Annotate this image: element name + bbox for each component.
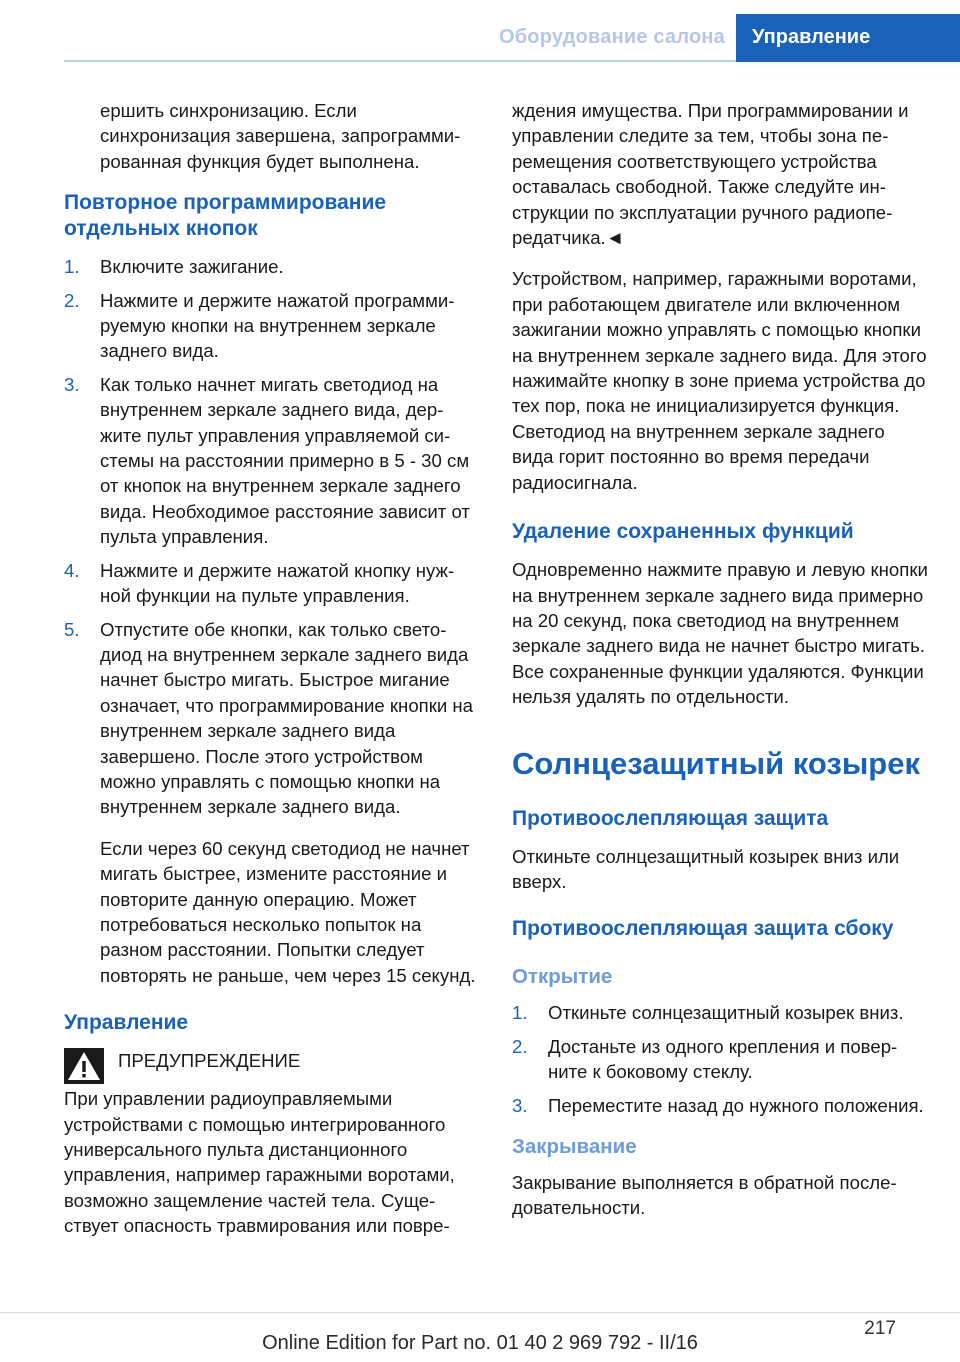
reprogram-steps xyxy=(64,254,476,820)
step-number: 3. xyxy=(64,373,80,395)
list-item xyxy=(512,1093,928,1118)
warning-text xyxy=(64,1086,476,1238)
device-control-paragraph: Устройством, например, гаражными воротами, при работающем двигателе или включенном зажигании можно управлять с помощью кнопки на внутреннем зеркале заднего вида. Для этого нажимайте кнопку в зоне приема устройства до тех пор, пока не инициализируется функция. Светодиод на внутреннем зеркале заднего вида горит постоянно во время передачи радиосигнала. xyxy=(512,268,927,493)
heading-close: Закрывание xyxy=(512,1134,637,1158)
list-item xyxy=(64,254,476,279)
right-column xyxy=(512,98,928,1221)
footer-rule xyxy=(0,1312,960,1313)
heading-glare: Противоослепляющая защита xyxy=(512,806,829,830)
left-column xyxy=(64,98,476,1239)
list-item xyxy=(64,558,476,609)
step-text: Включите зажигание. xyxy=(100,256,284,278)
retry-note: Если через 60 секунд светодиод не начнет мигать быстрее, измените расстояние и повторите данную операцию. Может потребоваться несколько попыток на разном расстоянии. Попытки следует повторять не раньше, чем через 15 секунд. xyxy=(100,837,476,986)
step-text: Откиньте солнцезащитный козырек вниз. xyxy=(548,1002,904,1024)
close-paragraph: Закрывание выполняется в обратной последовательности. xyxy=(512,1171,897,1219)
heading-control: Управление xyxy=(64,1011,189,1035)
heading-glare-side: Противоослепляющая защита сбоку xyxy=(512,917,894,941)
header-tab-label: Управление xyxy=(752,26,871,48)
step-number: 1. xyxy=(64,256,80,278)
step-number: 2. xyxy=(512,1035,528,1057)
list-item xyxy=(512,1000,928,1025)
warning-block xyxy=(64,1048,476,1084)
list-item xyxy=(64,372,476,550)
step-number: 2. xyxy=(64,289,80,311)
warning-continuation: ждения имущества. При программировании и управлении следите за тем, чтобы зона перемещения соответствующего устройства оставалась свободной. Также следуйте инструкции по эксплуатации ручного радиопередатчика.◄ xyxy=(512,100,909,249)
page-number: 217 xyxy=(864,1318,896,1339)
step-number: 5. xyxy=(64,618,80,640)
warning-title: ПРЕДУПРЕЖДЕНИЕ xyxy=(118,1050,301,1072)
glare-paragraph: Откиньте солнцезащитный козырек вниз или вверх. xyxy=(512,845,900,892)
heading-open: Открытие xyxy=(512,965,613,989)
warning-body: При управлении радиоуправляемыми устройствами с помощью интегрированного универсального пульта дистанционного управления, например гаражными воротами, возможно защемление частей тела. Существует опасность травмирования или повре- xyxy=(64,1088,455,1237)
heading-sun-visor: Солнцезащитный козырек xyxy=(512,745,920,781)
edition-footer: Online Edition for Part no. 01 40 2 969 792 - II/16 xyxy=(262,1332,698,1354)
delete-paragraph: Одновременно нажмите правую и левую кнопки на внутреннем зеркале заднего вида примерно на 20 секунд, пока светодиод на внутреннем зеркале заднего вида не начнет быстро мигать. Все сохраненные функции удаляются. Функции нельзя удалять по отдельности. xyxy=(512,559,928,708)
step-text: Нажмите и держите нажатой кнопку нужной функции на пульте управления. xyxy=(100,559,455,607)
heading-reprogram: Повторное программирование отдельных кнопок xyxy=(64,191,387,241)
step-number: 3. xyxy=(512,1094,528,1116)
open-steps xyxy=(512,1000,928,1118)
list-item xyxy=(512,1034,928,1085)
step-number: 4. xyxy=(64,559,80,581)
step-text: Как только начнет мигать светодиод на внутреннем зеркале заднего вида, держите пульт управления управляемой системы на расстоянии примерно в 5 - 30 см от кнопок на внутреннем зеркале заднего вида. Необходимое расстояние зависит от пульта управления. xyxy=(100,373,470,548)
step-text: Достаньте из одного крепления и поверните к боковому стеклу. xyxy=(548,1035,898,1083)
step-text: Отпустите обе кнопки, как только светодиод на внутреннем зеркале заднего вида начнет быстро мигать. Быстрое мигание означает, что программирование кнопки на внутреннем зеркале заднего вида завершено. После этого устройством можно управлять с помощью кнопки на внутреннем зеркале заднего вида. xyxy=(100,618,474,818)
list-item xyxy=(64,617,476,820)
list-item xyxy=(64,288,476,364)
header-section-title: Оборудование салона xyxy=(499,26,725,48)
step-text: Нажмите и держите нажатой программируемую кнопки на внутреннем зеркале заднего вида. xyxy=(100,289,455,362)
intro-paragraph: ершить синхронизацию. Если синхронизация завершена, запрограммированная функция будет выполнена. xyxy=(100,100,461,172)
step-number: 1. xyxy=(512,1002,528,1024)
step-text: Переместите назад до нужного положения. xyxy=(548,1094,924,1116)
heading-delete: Удаление сохраненных функций xyxy=(512,520,854,544)
warning-triangle-icon xyxy=(64,1048,104,1084)
